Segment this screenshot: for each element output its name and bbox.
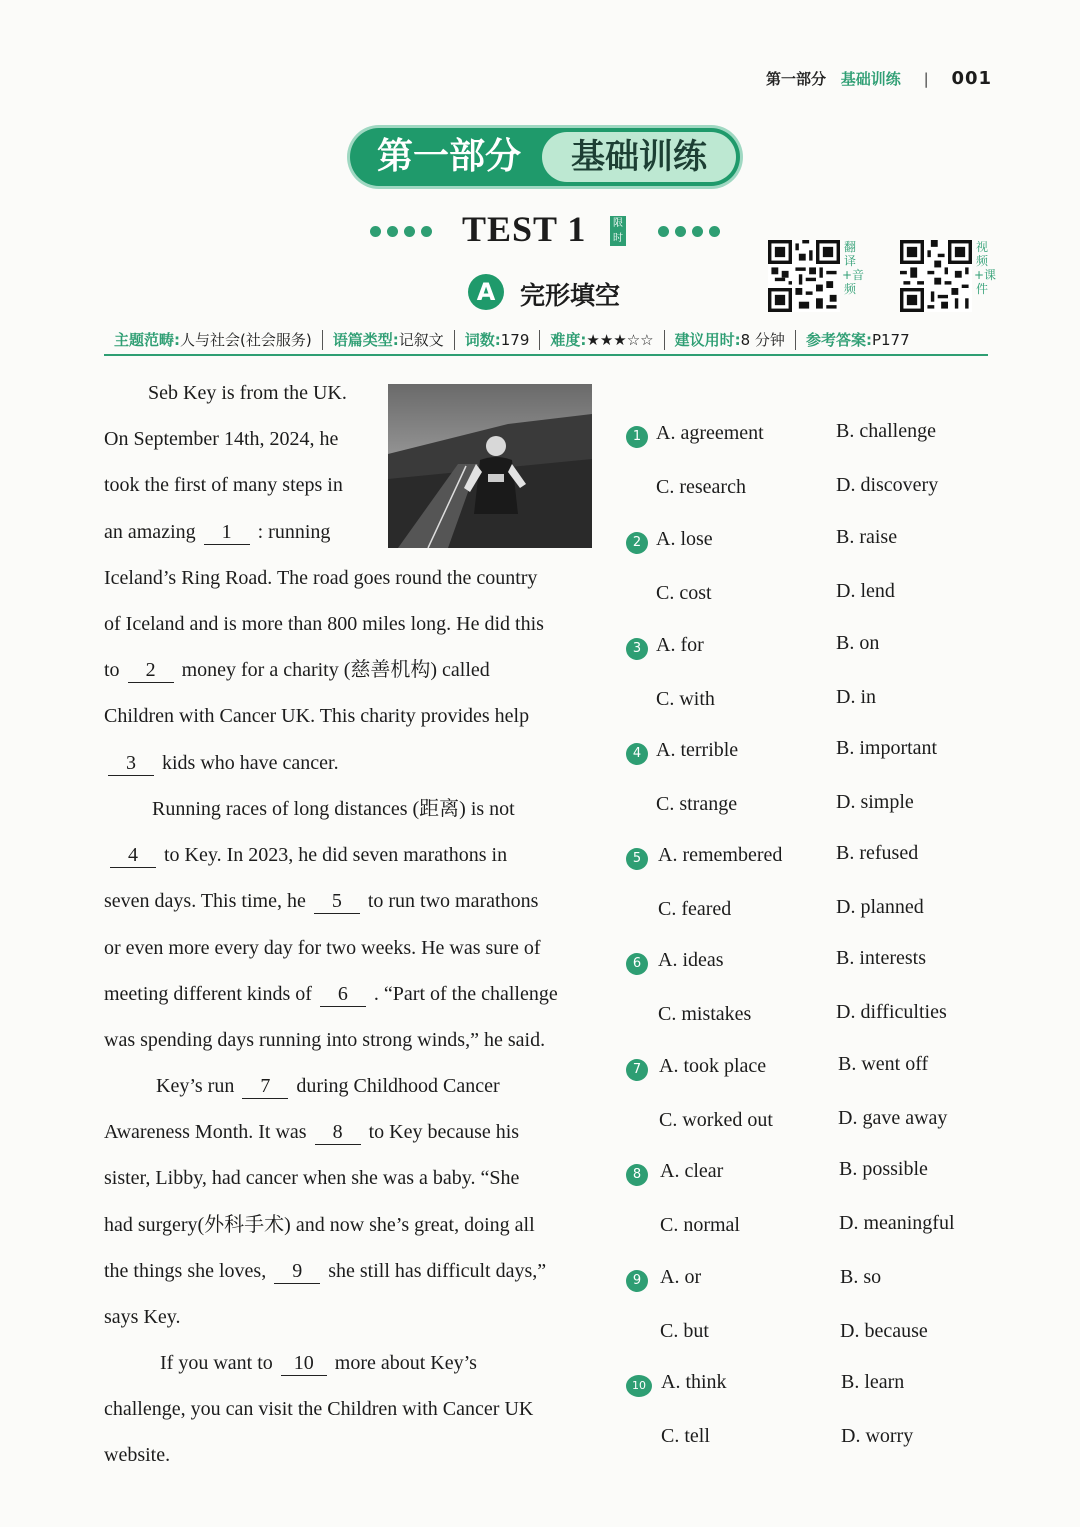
info-suggested-time: 建议用时:8 分钟	[665, 330, 796, 350]
banner-left: 第一部分	[376, 136, 521, 177]
option-b[interactable]: B. so	[840, 1266, 882, 1288]
option-d[interactable]: D. planned	[836, 896, 924, 918]
option-d[interactable]: D. meaningful	[839, 1212, 955, 1234]
question-3	[626, 624, 986, 728]
passage-paragraph-1: Seb Key is from the UK. On September 14th, 2024, he took the first of many steps in an amazing 1 : running Iceland’s Ring Road. The road goes round the country of Iceland and is more than 800 miles long. He did this to 2 money for a charity (慈善机构) called Children with Cancer UK. This charity provides help 3 kids who have cancer.	[104, 382, 544, 774]
option-d[interactable]: D. discovery	[836, 474, 939, 496]
option-d[interactable]: D. worry	[841, 1425, 914, 1447]
option-c[interactable]: C. but	[660, 1320, 709, 1342]
test-title-row	[370, 208, 730, 256]
question-10	[626, 1361, 986, 1465]
test-tag: 限时	[610, 216, 626, 246]
option-c[interactable]: C. with	[656, 688, 715, 710]
qr-code-icon[interactable]	[900, 240, 972, 312]
option-a[interactable]: A. clear	[660, 1160, 724, 1182]
option-c[interactable]: C. feared	[658, 898, 732, 920]
option-c[interactable]: C. mistakes	[658, 1003, 752, 1025]
question-number: 7	[626, 1059, 648, 1081]
question-number: 9	[626, 1270, 648, 1292]
blank-1[interactable]: 1	[204, 520, 250, 545]
option-d[interactable]: D. lend	[836, 580, 895, 602]
part-banner	[350, 128, 740, 186]
option-b[interactable]: B. refused	[836, 842, 919, 864]
question-5	[626, 834, 986, 938]
question-number: 2	[626, 532, 648, 554]
option-d[interactable]: D. in	[836, 686, 876, 708]
option-c[interactable]: C. strange	[656, 793, 738, 815]
option-b[interactable]: B. on	[836, 632, 880, 654]
passage-paragraph-2: Running races of long distances (距离) is not 4 to Key. In 2023, he did seven marathons in seven days. This time, he 5 to run two marathons or even more every day for two weeks. He was sure of meeting different kinds of 6 . “Part of the challenge was spending days running into strong winds,” he said.	[104, 798, 558, 1052]
option-c[interactable]: C. cost	[656, 582, 712, 604]
blank-7[interactable]: 7	[242, 1074, 288, 1099]
option-a[interactable]: A. ideas	[658, 949, 724, 971]
info-topic: 主题范畴:人与社会(社会服务)	[104, 330, 323, 350]
section-badge: A	[468, 274, 504, 310]
option-a[interactable]: A. think	[661, 1371, 727, 1393]
section-title: 完形填空	[520, 281, 621, 310]
question-1	[626, 412, 986, 516]
option-b[interactable]: B. challenge	[836, 420, 936, 442]
option-a[interactable]: A. for	[656, 634, 704, 656]
qr-label-translation-audio: 翻译+音频	[842, 240, 865, 296]
question-number: 6	[626, 953, 648, 975]
option-c[interactable]: C. worked out	[659, 1109, 773, 1131]
info-word-count: 词数:179	[455, 330, 541, 350]
option-b[interactable]: B. important	[836, 737, 938, 759]
passage-paragraph-4: If you want to 10 more about Key’s challenge, you can visit the Children with Cancer UK website.	[104, 1352, 534, 1467]
blank-5[interactable]: 5	[314, 889, 360, 914]
info-bar	[104, 330, 988, 356]
question-4	[626, 729, 986, 833]
blank-10[interactable]: 10	[281, 1351, 327, 1376]
left-dots-decoration	[370, 226, 432, 237]
info-answer-page: 参考答案:P177	[805, 331, 910, 349]
question-number: 10	[626, 1375, 652, 1397]
question-number: 3	[626, 638, 648, 660]
question-9	[626, 1256, 986, 1360]
header-section: 基础训练	[840, 70, 901, 88]
option-c[interactable]: C. normal	[660, 1214, 740, 1236]
running-header	[766, 68, 992, 89]
question-number: 4	[626, 743, 648, 765]
info-genre: 语篇类型:记叙文	[323, 330, 455, 350]
blank-6[interactable]: 6	[320, 982, 366, 1007]
option-b[interactable]: B. learn	[841, 1371, 905, 1393]
question-number: 1	[626, 426, 648, 448]
qr-label-video-courseware: 视频+课件	[974, 240, 997, 296]
blank-8[interactable]: 8	[315, 1120, 361, 1145]
test-title: TEST 1	[462, 209, 587, 249]
blank-4[interactable]: 4	[110, 843, 156, 868]
option-c[interactable]: C. tell	[661, 1425, 710, 1447]
option-a[interactable]: A. agreement	[656, 422, 764, 444]
option-d[interactable]: D. simple	[836, 791, 914, 813]
option-d[interactable]: D. because	[840, 1320, 928, 1342]
option-b[interactable]: B. went off	[838, 1053, 929, 1075]
option-b[interactable]: B. possible	[839, 1158, 928, 1180]
question-6	[626, 939, 986, 1043]
blank-3[interactable]: 3	[108, 751, 154, 776]
question-number: 5	[626, 848, 648, 870]
option-a[interactable]: A. took place	[659, 1055, 767, 1077]
info-difficulty: 难度:★★★☆☆	[540, 330, 664, 350]
option-a[interactable]: A. remembered	[658, 844, 783, 866]
question-7	[626, 1045, 986, 1149]
banner-right: 基础训练	[542, 132, 736, 182]
option-c[interactable]: C. research	[656, 476, 746, 498]
question-8	[626, 1150, 986, 1254]
right-dots-decoration	[658, 226, 720, 237]
blank-2[interactable]: 2	[128, 658, 174, 683]
qr-code-icon[interactable]	[768, 240, 840, 312]
option-b[interactable]: B. raise	[836, 526, 898, 548]
option-a[interactable]: A. terrible	[656, 739, 739, 761]
header-part: 第一部分	[766, 70, 827, 88]
option-b[interactable]: B. interests	[836, 947, 926, 969]
question-number: 8	[626, 1164, 648, 1186]
option-d[interactable]: D. difficulties	[836, 1001, 947, 1023]
option-a[interactable]: A. lose	[656, 528, 713, 550]
option-d[interactable]: D. gave away	[838, 1107, 948, 1129]
passage-paragraph-3: Key’s run 7 during Childhood Cancer Awareness Month. It was 8 to Key because his sister, Libby, had cancer when she was a baby. “She had surgery(外科手术) and now she’s great, doing all the things she loves, 9 she still has difficult days,” says Key.	[104, 1075, 547, 1329]
page-number: 001	[951, 68, 993, 89]
blank-9[interactable]: 9	[274, 1259, 320, 1284]
header-divider: |	[923, 70, 929, 88]
option-a[interactable]: A. or	[660, 1266, 702, 1288]
question-2	[626, 518, 986, 622]
